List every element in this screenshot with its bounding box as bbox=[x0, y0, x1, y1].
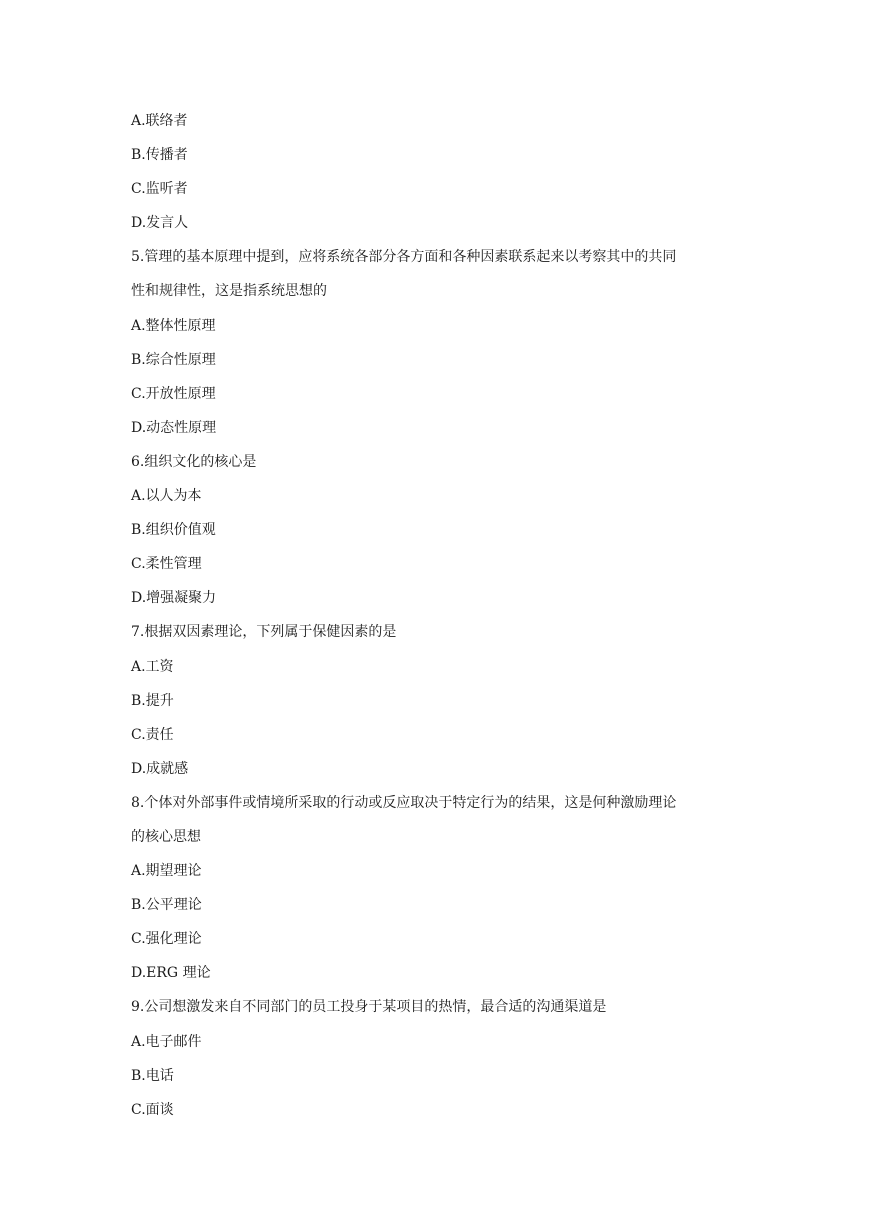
question-text: 9.公司想激发来自不同部门的员工投身于某项目的热情，最合适的沟通渠道是 bbox=[131, 999, 607, 1016]
question-text: 性和规律性，这是指系统思想的 bbox=[131, 283, 327, 300]
answer-option: C.强化理论 bbox=[131, 931, 202, 948]
answer-option: C.面谈 bbox=[131, 1101, 174, 1118]
question-text: 7.根据双因素理论，下列属于保健因素的是 bbox=[131, 624, 397, 641]
answer-option: A.期望理论 bbox=[131, 863, 202, 880]
question-8 bbox=[131, 786, 739, 854]
answer-option: A.整体性原理 bbox=[131, 317, 216, 334]
document-content bbox=[131, 104, 739, 1127]
answer-option: C.开放性原理 bbox=[131, 385, 216, 402]
question-text: 6.组织文化的核心是 bbox=[131, 453, 257, 470]
question-text: 5.管理的基本原理中提到，应将系统各部分各方面和各种因素联系起来以考察其中的共同 bbox=[131, 249, 677, 266]
question-9 bbox=[131, 990, 739, 1024]
answer-option: D.发言人 bbox=[131, 215, 189, 232]
answer-option: D.ERG 理论 bbox=[131, 965, 211, 982]
answer-option: D.动态性原理 bbox=[131, 419, 217, 436]
answer-option: B.公平理论 bbox=[131, 897, 202, 914]
answer-option: B.组织价值观 bbox=[131, 522, 216, 539]
question-5 bbox=[131, 240, 739, 308]
question-text: 的核心思想 bbox=[131, 828, 201, 845]
question-text: 8.个体对外部事件或情境所采取的行动或反应取决于特定行为的结果，这是何种激励理论 bbox=[131, 794, 677, 811]
answer-option: B.传播者 bbox=[131, 147, 188, 164]
answer-option: C.柔性管理 bbox=[131, 556, 202, 573]
answer-option: C.责任 bbox=[131, 726, 174, 743]
answer-option: A.电子邮件 bbox=[131, 1033, 202, 1050]
answer-option: B.电话 bbox=[131, 1067, 174, 1084]
answer-option: A.联络者 bbox=[131, 113, 188, 129]
answer-option: D.成就感 bbox=[131, 760, 189, 777]
answer-option: A.工资 bbox=[131, 658, 174, 675]
question-6 bbox=[131, 445, 739, 479]
answer-option: B.提升 bbox=[131, 692, 174, 709]
answer-option: C.监听者 bbox=[131, 181, 188, 198]
answer-option: A.以人为本 bbox=[131, 488, 202, 505]
answer-option: D.增强凝聚力 bbox=[131, 590, 217, 607]
answer-option: B.综合性原理 bbox=[131, 351, 216, 368]
question-7 bbox=[131, 615, 739, 649]
